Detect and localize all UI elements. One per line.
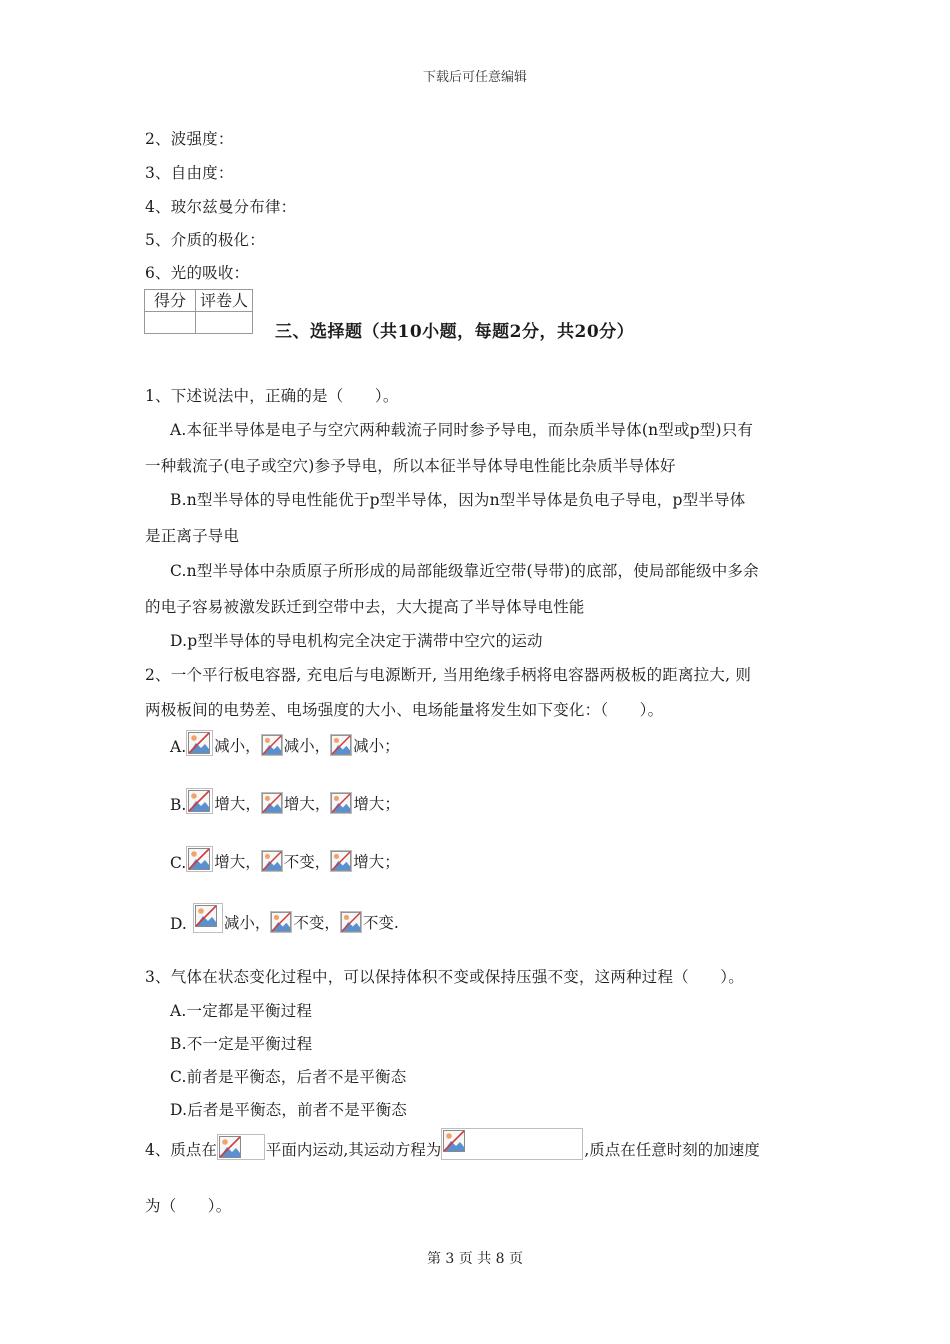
question-2-stem: 2、一个平行板电容器, 充电后与电源断开, 当用绝缘手柄将电容器两极板的距离拉大, 则 (145, 666, 752, 684)
term-line: 3、自由度： (145, 164, 234, 182)
question-1-option-b-cont: 是正离子导电 (145, 527, 240, 545)
broken-image-icon (330, 792, 352, 814)
broken-image-icon (217, 1134, 265, 1160)
question-3-option-b: B.不一定是平衡过程 (170, 1035, 313, 1053)
question-2-option-d: D. 减小， 不变， 不变. (170, 903, 399, 933)
broken-image-icon (261, 734, 283, 756)
broken-image-icon (330, 850, 352, 872)
option-label: B. (170, 796, 187, 814)
page-header: 下载后可任意编辑 (422, 70, 527, 85)
question-2-option-c: C. 增大， 不变， 增大； (170, 846, 400, 872)
broken-image-icon (193, 903, 223, 933)
question-4-stem: 4、质点在 平面内运动,其运动方程为 ,质点在任意时刻的加速度 (145, 1128, 760, 1160)
option-label: A. (170, 738, 187, 756)
question-3-stem: 3、气体在状态变化过程中，可以保持体积不变或保持压强不变，这两种过程（ ）。 (145, 968, 744, 986)
broken-image-icon (186, 846, 213, 872)
score-header: 得分 (145, 290, 196, 312)
question-4-stem-cont: 为（ ）。 (145, 1197, 232, 1215)
broken-image-icon (270, 911, 292, 933)
question-1-option-a: A.本征半导体是电子与空穴两种载流子同时参予导电，而杂质半导体(n型或p型)只有 (170, 421, 754, 439)
broken-image-icon (340, 911, 362, 933)
section-title: 三、选择题（共10小题，每题2分，共20分） (275, 322, 635, 342)
score-table (144, 289, 253, 334)
term-line: 2、波强度： (145, 130, 234, 148)
broken-image-icon (261, 850, 283, 872)
question-3-option-d: D.后者是平衡态，前者不是平衡态 (170, 1101, 408, 1119)
broken-image-icon (330, 734, 352, 756)
question-3-option-c: C.前者是平衡态，后者不是平衡态 (170, 1068, 407, 1086)
term-line: 4、玻尔兹曼分布律： (145, 198, 297, 216)
question-2-stem-cont: 两极板间的电势差、电场强度的大小、电场能量将发生如下变化：（ ）。 (145, 701, 664, 719)
page-footer: 第 3 页 共 8 页 (426, 1251, 524, 1267)
question-1-option-c: C.n型半导体中杂质原子所形成的局部能级靠近空带(导带)的底部，使局部能级中多余 (170, 562, 759, 580)
question-2-option-b: B. 增大， 增大， 增大； (170, 788, 400, 814)
broken-image-icon (186, 788, 213, 814)
broken-image-icon (186, 730, 213, 756)
term-line: 6、光的吸收： (145, 264, 250, 282)
broken-image-icon (261, 792, 283, 814)
score-cell (145, 312, 196, 334)
option-label: C. (170, 854, 187, 872)
question-1-option-b: B.n型半导体的导电性能优于p型半导体，因为n型半导体是负电子导电，p型半导体 (170, 491, 746, 509)
grader-header: 评卷人 (196, 290, 253, 312)
question-1-option-c-cont: 的电子容易被激发跃迁到空带中去，大大提高了半导体导电性能 (145, 598, 585, 616)
question-1-option-d: D.p型半导体的导电机构完全决定于满带中空穴的运动 (170, 632, 543, 650)
question-3-option-a: A.一定都是平衡过程 (170, 1002, 313, 1020)
option-label: D. (170, 915, 187, 933)
grader-cell (196, 312, 253, 334)
question-1-stem: 1、下述说法中，正确的是（ ）。 (145, 387, 399, 405)
question-2-option-a: A. 减小， 减小， 减小； (170, 730, 400, 756)
question-1-option-a-cont: 一种载流子(电子或空穴)参予导电，所以本征半导体导电性能比杂质半导体好 (145, 457, 676, 475)
broken-image-icon (441, 1128, 583, 1160)
term-line: 5、介质的极化： (145, 231, 265, 249)
